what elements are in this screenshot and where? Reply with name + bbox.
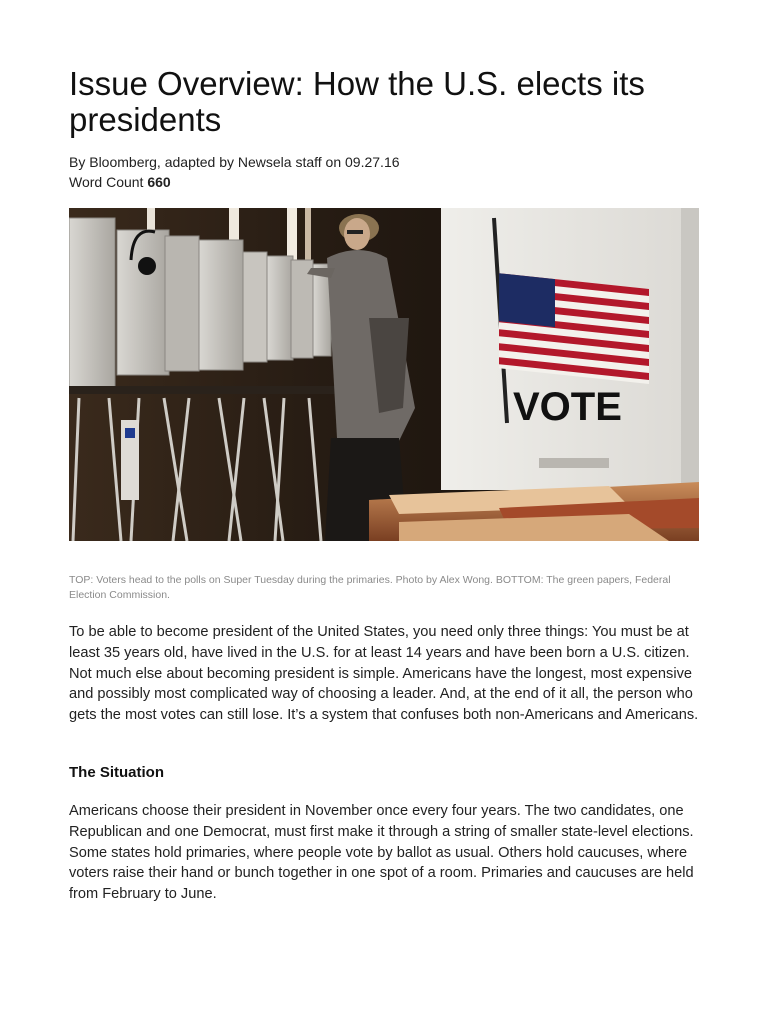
- section-heading-situation: The Situation: [69, 764, 164, 781]
- body-paragraph-2: Americans choose their president in November once every four years. The two candidates, one Republican and one Democrat, must first make it through a string of smaller state-level elections. Some states hold primaries, where people vote by ballot as usual. Others hold caucuses, where voters raise their hand or bunch together in one spot of a room. Primaries and caucuses are held from February to June.: [69, 803, 694, 903]
- article-photo: [69, 208, 699, 541]
- body-paragraph-1: To be able to become president of the United States, you need only three things: You must be at least 35 years old, have lived in the U.S. for at least 14 years and have been born a U.S. citizen. Not much else about becoming president is simple. Americans have the longest, most expensive and possibly most complicated way of choosing a leader. And, at the end of it all, the person who gets the most votes can still lose. It’s a system that confuses both non-Americans and Americans.: [69, 624, 699, 724]
- vote-sign: [441, 208, 699, 490]
- word-count: [69, 172, 171, 192]
- byline: By Bloomberg, adapted by Newsela staff on 09.27.16: [69, 154, 400, 170]
- article-title: Issue Overview: How the U.S. elects its presidents: [69, 65, 645, 138]
- vote-sign-text: VOTE: [513, 385, 622, 429]
- us-flag: [499, 273, 649, 384]
- word-count-label: Word Count: [69, 174, 144, 190]
- polling-booth-photo: [69, 208, 699, 541]
- photo-caption: TOP: Voters head to the polls on Super Tuesday during the primaries. Photo by Alex Wong. BOTTOM: The green papers, Federal Election Commission.: [69, 574, 671, 601]
- word-count-value: 660: [147, 174, 171, 190]
